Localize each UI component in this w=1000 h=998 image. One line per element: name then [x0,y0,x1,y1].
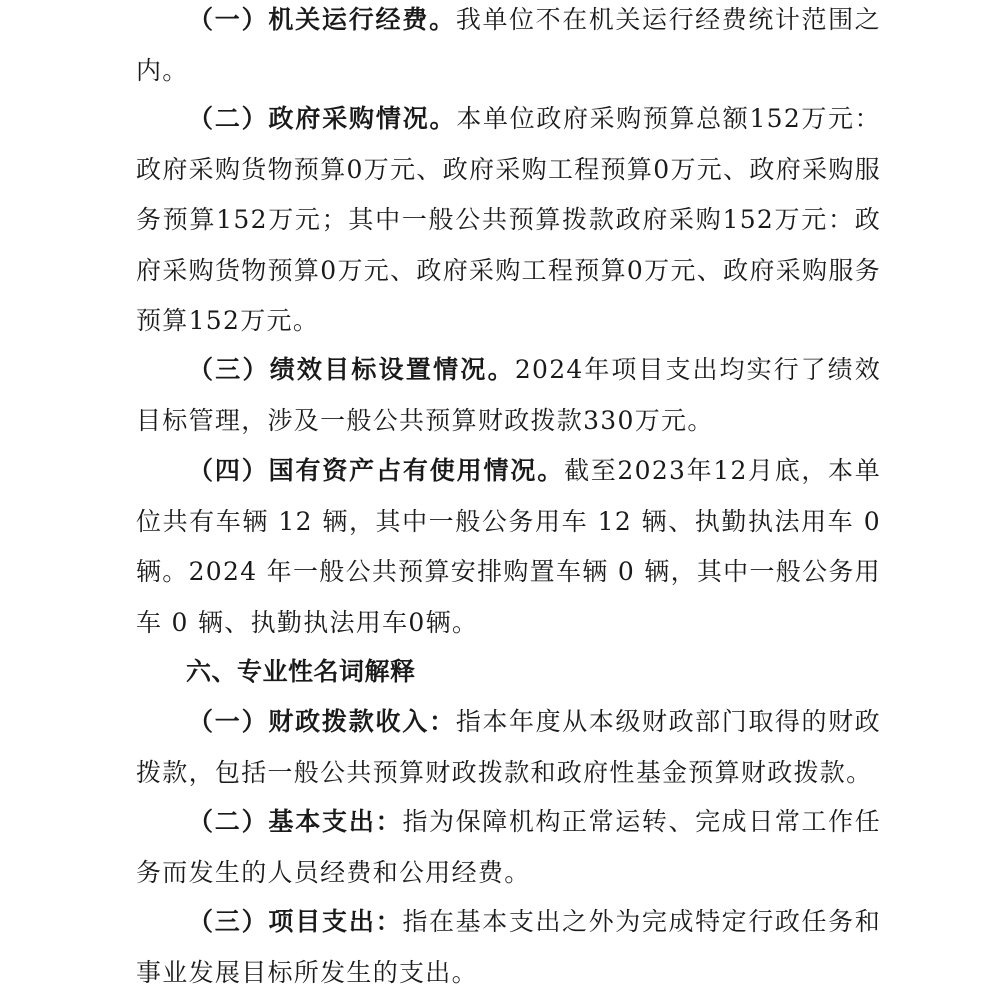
definition-body: 指本年度从本级财政部门取得的财政拨款，包括一般公共预算财政拨款和政府性基金预算财政拨款。 [136,707,881,787]
definition-basic-expenditure [136,797,881,898]
paragraph-body: 我单位不在机关运行经费统计范围之内。 [136,5,881,85]
paragraph-lead: （三）绩效目标设置情况。 [188,355,515,384]
definition-project-expenditure [136,897,881,998]
paragraph-state-assets [136,446,881,648]
definition-lead: （二）基本支出： [188,807,403,836]
definition-lead: （一）财政拨款收入： [188,707,456,736]
definition-body: 指在基本支出之外为完成特定行政任务和事业发展目标所发生的支出。 [136,907,881,987]
paragraph-government-procurement [136,94,881,347]
paragraph-operating-expenses [136,0,881,96]
definition-fiscal-appropriation [136,697,881,798]
paragraph-lead: （四）国有资产占有使用情况。 [188,456,565,485]
paragraph-body: 2024年项目支出均实行了绩效目标管理，涉及一般公共预算财政拨款330万元。 [136,355,881,435]
paragraph-body: 本单位政府采购预算总额152万元：政府采购货物预算0万元、政府采购工程预算0万元、政府采购服务预算152万元；其中一般公共预算拨款政府采购152万元：政府采购货物预算0万元、政府采购工程预算0万元、政府采购服务预算152万元。 [136,104,881,335]
definition-lead: （三）项目支出： [188,907,403,936]
paragraph-lead: （二）政府采购情况。 [188,104,457,133]
paragraph-lead: （一）机关运行经费。 [188,5,456,34]
paragraph-body: 截至2023年12月底，本单位共有车辆 12 辆，其中一般公务用车 12 辆、执勤执法用车 0 辆。2024 年一般公共预算安排购置车辆 0 辆，其中一般公务用车 0 辆、执勤执法用车0辆。 [136,456,881,637]
section-title: 六、专业性名词解释 [186,657,416,686]
definition-body: 指为保障机构正常运转、完成日常工作任务而发生的人员经费和公用经费。 [136,807,881,887]
paragraph-performance-targets [136,345,881,446]
